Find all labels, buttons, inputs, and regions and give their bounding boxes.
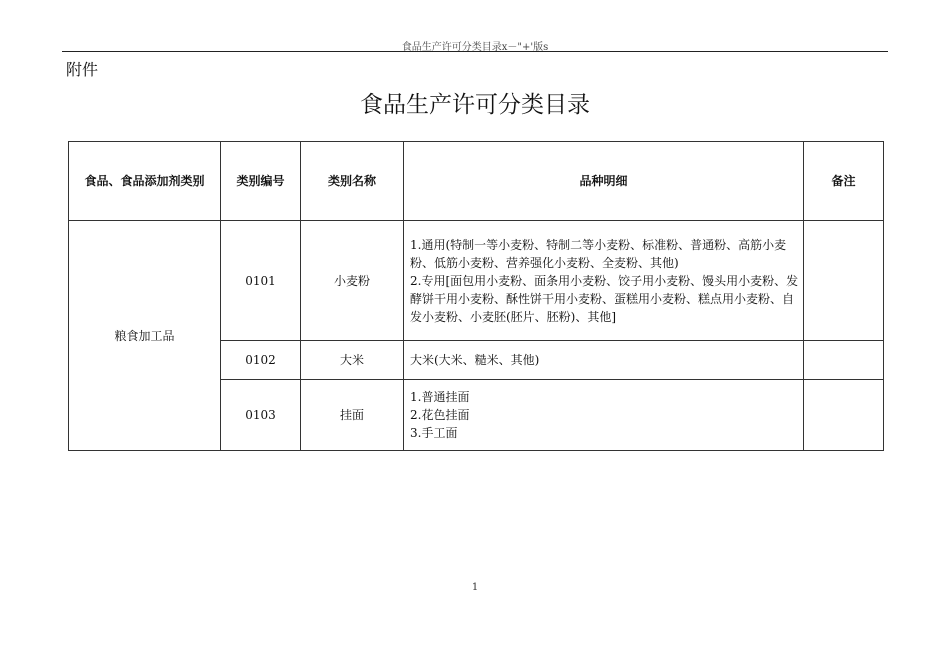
running-header: 食品生产许可分类目录x－"+'版s [401,42,549,53]
detail-line: 1.通用(特制一等小麦粉、特制二等小麦粉、标准粉、普通粉、高筋小麦粉、低筋小麦粉、营养强化小麦粉、全麦粉、其他) [410,237,787,270]
remark-cell [804,341,884,380]
header-name: 类别名称 [301,142,404,221]
name-cell: 小麦粉 [301,221,404,341]
details-cell [404,341,804,380]
page-number: 1 [471,582,479,593]
header-details: 品种明细 [404,142,804,221]
name-cell: 大米 [301,341,404,380]
document-title: 食品生产许可分类目录 [360,92,590,118]
details-cell [404,380,804,451]
code-cell: 0101 [221,221,301,341]
header-rule [62,51,888,52]
classification-table [68,141,884,451]
table-header-row [69,142,884,221]
details-cell [404,221,804,341]
detail-line: 大米(大米、糙米、其他) [410,353,540,367]
header-code: 类别编号 [221,142,301,221]
name-cell: 挂面 [301,380,404,451]
detail-line: 3.手工面 [410,426,458,440]
remark-cell [804,380,884,451]
detail-line: 2.花色挂面 [410,408,470,422]
header-category: 食品、食品添加剂类别 [69,142,221,221]
header-remark: 备注 [804,142,884,221]
remark-cell [804,221,884,341]
detail-line: 2.专用[面包用小麦粉、面条用小麦粉、饺子用小麦粉、馒头用小麦粉、发酵饼干用小麦粉、酥性饼干用小麦粉、蛋糕用小麦粉、糕点用小麦粉、自发小麦粉、小麦胚(胚片、胚粉)、其他] [410,273,799,324]
category-cell: 粮食加工品 [69,221,221,451]
code-cell: 0102 [221,341,301,380]
code-cell: 0103 [221,380,301,451]
table-row [69,221,884,341]
detail-line: 1.普通挂面 [410,390,470,404]
attachment-label: 附件 [66,60,99,79]
